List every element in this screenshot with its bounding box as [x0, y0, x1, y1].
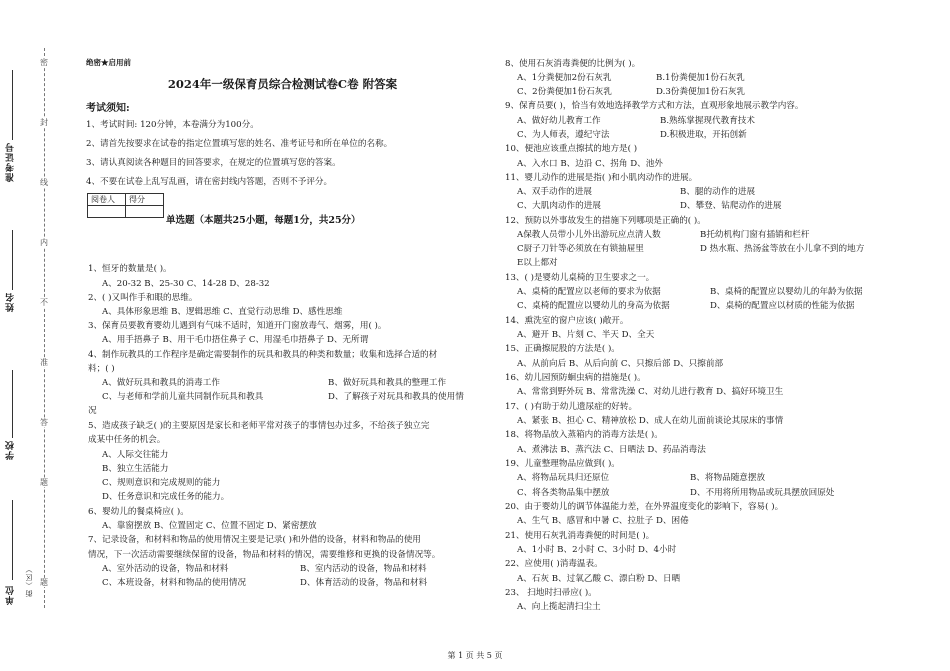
question-3-options: A、用手捂鼻子 B、用干毛巾捂住鼻子 C、用湿毛巾捂鼻子 D、无所谓	[102, 335, 369, 345]
district-label: 街（区）	[25, 565, 33, 597]
question-9-option-d: D.积极进取，开拓创新	[660, 130, 747, 140]
name-line	[12, 230, 13, 290]
question-10-options: A、入水口 B、边沿 C、拐角 D、池外	[517, 159, 663, 169]
question-23: 23、 扫地时扫帚应( )。	[505, 588, 597, 598]
question-9-option-b: B.熟练掌握现代教育技术	[660, 116, 755, 126]
question-12-option-e: E以上都对	[517, 258, 558, 268]
question-12: 12、预防以外事故发生的措施下列哪项是正确的( )。	[505, 216, 706, 226]
unit-label: 单位	[6, 585, 16, 605]
question-15-options: A、从前向后 B、从后向前 C、只擦后部 D、只擦前部	[517, 359, 724, 369]
question-7-cont: 情况，下一次活动需要继续保留的设备，物品和材料的情况，需要维修和更换的设备情况等。	[88, 550, 441, 560]
question-4-option-b: B、做好玩具和教具的整理工作	[328, 378, 447, 388]
grader-cell: 阅卷人	[88, 194, 126, 206]
question-5-cont: 成某中任务的机会。	[88, 435, 166, 445]
question-14-options: A、避开 B、片刻 C、半天 D、全天	[517, 330, 655, 340]
question-23-option-a: A、向上揽起清扫尘土	[517, 602, 601, 612]
question-4-option-a: A、做好玩具和教具的消毒工作	[102, 378, 220, 388]
unit-line	[12, 500, 13, 580]
seal-char: 准	[40, 358, 48, 367]
question-12-option-b: B托幼机构门窗有插销和栏杆	[700, 230, 810, 240]
score-table	[87, 193, 164, 218]
question-22: 22、应使用( )消毒温表。	[505, 559, 603, 569]
notice-item: 1、考试时间: 120分钟，本卷满分为100分。	[86, 120, 259, 130]
question-19: 19、儿童整理物品应做到( )。	[505, 459, 620, 469]
page-title: 2024年一级保育员综合检测试卷C卷 附答案	[167, 77, 398, 91]
question-11: 11、婴儿动作的进展是指( )和小肌肉动作的进展。	[505, 173, 698, 183]
question-9: 9、保育员要( )，恰当有效地选择教学方式和方法，直观形象地展示教学内容。	[505, 101, 804, 111]
question-4-cont: 料；( )	[88, 364, 115, 374]
seal-char: 不	[40, 298, 48, 307]
question-3: 3、保育员要教育婴幼儿遇到有气味不适时，知道开门窗放毒气、烟雾，用( )。	[88, 321, 387, 331]
question-13: 13、( )是婴幼儿桌椅的卫生要求之一。	[505, 273, 655, 283]
question-12-option-d: D 热水瓶、热汤盆等放在小儿拿不到的地方	[700, 244, 865, 254]
question-7-option-c: C、本班设备，材料和物品的使用情况	[102, 578, 247, 588]
question-4: 4、制作玩教具的工作程序是确定需要制作的玩具和教具的种类和数量；收集和选择合适的材	[88, 350, 438, 360]
question-5-option-b: B、独立生活能力	[102, 464, 169, 474]
question-8-option-a: A、1分粪便加2份石灰乳	[517, 73, 612, 83]
question-9-option-a: A、做好幼儿教育工作	[517, 116, 601, 126]
seal-char: 题	[40, 578, 48, 587]
question-13-option-b: B、桌椅的配置应以婴幼儿的年龄为依据	[710, 287, 863, 297]
question-8-option-c: C、2份粪便加1份石灰乳	[517, 87, 612, 97]
question-17: 17、( )有助于幼儿遗尿症的好转。	[505, 402, 638, 412]
seal-char: 线	[40, 178, 48, 187]
question-20: 20、由于婴幼儿的调节体温能力差，在外界温度变化的影响下，容易( )。	[505, 502, 784, 512]
question-13-option-c: C、桌椅的配置应以婴幼儿的身高为依据	[517, 301, 670, 311]
seal-char: 封	[40, 118, 48, 127]
question-22-options: A、石灰 B、过氧乙酸 C、漂白粉 D、日晒	[517, 574, 681, 584]
seal-dashed-line	[44, 48, 45, 608]
question-14: 14、熏洗室的窗户应该( )敞开。	[505, 316, 629, 326]
confidential-mark: 绝密★启用前	[86, 58, 131, 67]
seal-char: 题	[40, 478, 48, 487]
question-21: 21、使用石灰乳消毒粪便的时间是( )。	[505, 531, 655, 541]
question-1: 1、恒牙的数量是( )。	[88, 264, 172, 274]
question-13-option-d: D、桌椅的配置应以材质的性能为依据	[710, 301, 855, 311]
school-line	[12, 370, 13, 438]
question-5-option-d: D、任务意识和完成任务的能力。	[102, 492, 230, 502]
question-5-option-a: A、人际交往能力	[102, 450, 169, 460]
question-19-option-d: D、不用将所用物品或玩具摆放回原处	[690, 488, 835, 498]
question-7: 7、记录设备，和材料和物品的使用情况主要是记录( )和外借的设备，材料和物品的使用	[88, 535, 421, 545]
name-label: 姓名	[6, 292, 16, 312]
notice-item: 2、请首先按要求在试卷的指定位置填写您的姓名、准考证号和所在单位的名称。	[86, 139, 393, 149]
exam-number-label: 准考证号	[6, 142, 16, 182]
question-7-option-d: D、体育活动的设备，物品和材料	[300, 578, 428, 588]
grader-input-cell	[88, 206, 126, 218]
question-16: 16、幼儿园预防蛔虫病的措施是( )。	[505, 373, 646, 383]
question-19-option-b: B、将物品随意摆放	[690, 473, 766, 483]
question-17-options: A、紧张 B、担心 C、精神放松 D、成人在幼儿面前谈论其尿床的事情	[517, 416, 784, 426]
question-1-options: A、20-32 B、25-30 C、14-28 D、28-32	[102, 279, 270, 289]
school-label: 学校	[6, 440, 16, 460]
notice-heading: 考试须知:	[86, 103, 130, 114]
question-7-option-b: B、室内活动的设备，物品和材料	[300, 564, 427, 574]
question-4-option-d-cont: 况	[88, 406, 97, 416]
question-6: 6、婴幼儿的餐桌椅应( )。	[88, 507, 189, 517]
question-7-option-a: A、室外活动的设备，物品和材料	[102, 564, 229, 574]
question-5-option-c: C、规则意识和完成规则的能力	[102, 478, 221, 488]
question-2: 2、( )又叫作手和眼的思维。	[88, 293, 198, 303]
question-2-options: A、具体形象思维 B、逻辑思维 C、直觉行动思维 D、感性思维	[102, 307, 343, 317]
question-4-option-d: D、了解孩子对玩具和教具的使用情	[328, 392, 464, 402]
notice-item: 3、请认真阅读各种题目的回答要求，在规定的位置填写您的答案。	[86, 158, 341, 168]
question-18: 18、将物品放入蒸箱内的消毒方法是( )。	[505, 430, 663, 440]
score-cell: 得分	[126, 194, 164, 206]
question-15: 15、正确擦屁股的方法是( )。	[505, 344, 620, 354]
seal-char: 密	[40, 58, 48, 67]
question-8-option-b: B.1份粪便加1份石灰乳	[656, 73, 745, 83]
seal-char: 内	[40, 238, 48, 247]
exam-number-line	[12, 70, 13, 140]
binding-strip	[0, 0, 60, 671]
question-19-option-a: A、将物品玩具归还原位	[517, 473, 610, 483]
page-footer: 第 1 页 共 5 页	[447, 651, 503, 660]
question-8-option-d: D.3份粪便加1份石灰乳	[656, 87, 746, 97]
question-21-options: A、1小时 B、2小时 C、3小时 D、4小时	[517, 545, 677, 555]
question-6-options: A、靠窗摆放 B、位置固定 C、位置不固定 D、紧密摆放	[102, 521, 317, 531]
question-20-options: A、生气 B、感冒和中暑 C、拉肚子 D、困倦	[517, 516, 689, 526]
question-11-option-c: C、大肌肉动作的进展	[517, 201, 601, 211]
section-heading: 单选题（本题共25小题，每题1分，共25分）	[166, 215, 361, 226]
notice-item: 4、不要在试卷上乱写乱画，请在密封线内答题，否则不予评分。	[86, 177, 333, 187]
question-5: 5、造成孩子缺乏( )的主要原因是家长和老师平常对孩子的事情包办过多，不给孩子独立完	[88, 421, 430, 431]
question-12-option-a: A保教人员带小儿外出游玩应点清人数	[517, 230, 661, 240]
question-12-option-c: C厨子刀针等必须放在有锁抽屉里	[517, 244, 644, 254]
question-4-option-c: C、与老师和学前儿童共同制作玩具和教具	[102, 392, 264, 402]
question-11-option-d: D、攀登、钻爬动作的进展	[680, 201, 782, 211]
question-11-option-a: A、双手动作的进展	[517, 187, 592, 197]
question-13-option-a: A、桌椅的配置应以老师的要求为依据	[517, 287, 661, 297]
seal-char: 答	[40, 418, 48, 427]
score-input-cell	[126, 206, 164, 218]
question-16-options: A、常常到野外玩 B、常常洗澡 C、对幼儿进行教育 D、搞好环境卫生	[517, 387, 784, 397]
question-11-option-b: B、腿的动作的进展	[680, 187, 756, 197]
question-19-option-c: C、将各类物品集中摆放	[517, 488, 610, 498]
question-8: 8、使用石灰消毒粪便的比例为( )。	[505, 59, 641, 69]
question-18-options: A、煮沸法 B、蒸汽法 C、日晒法 D、药品消毒法	[517, 445, 706, 455]
question-10: 10、便池应该重点擦拭的地方是( )	[505, 144, 638, 154]
question-9-option-c: C、为人师表，遵纪守法	[517, 130, 610, 140]
